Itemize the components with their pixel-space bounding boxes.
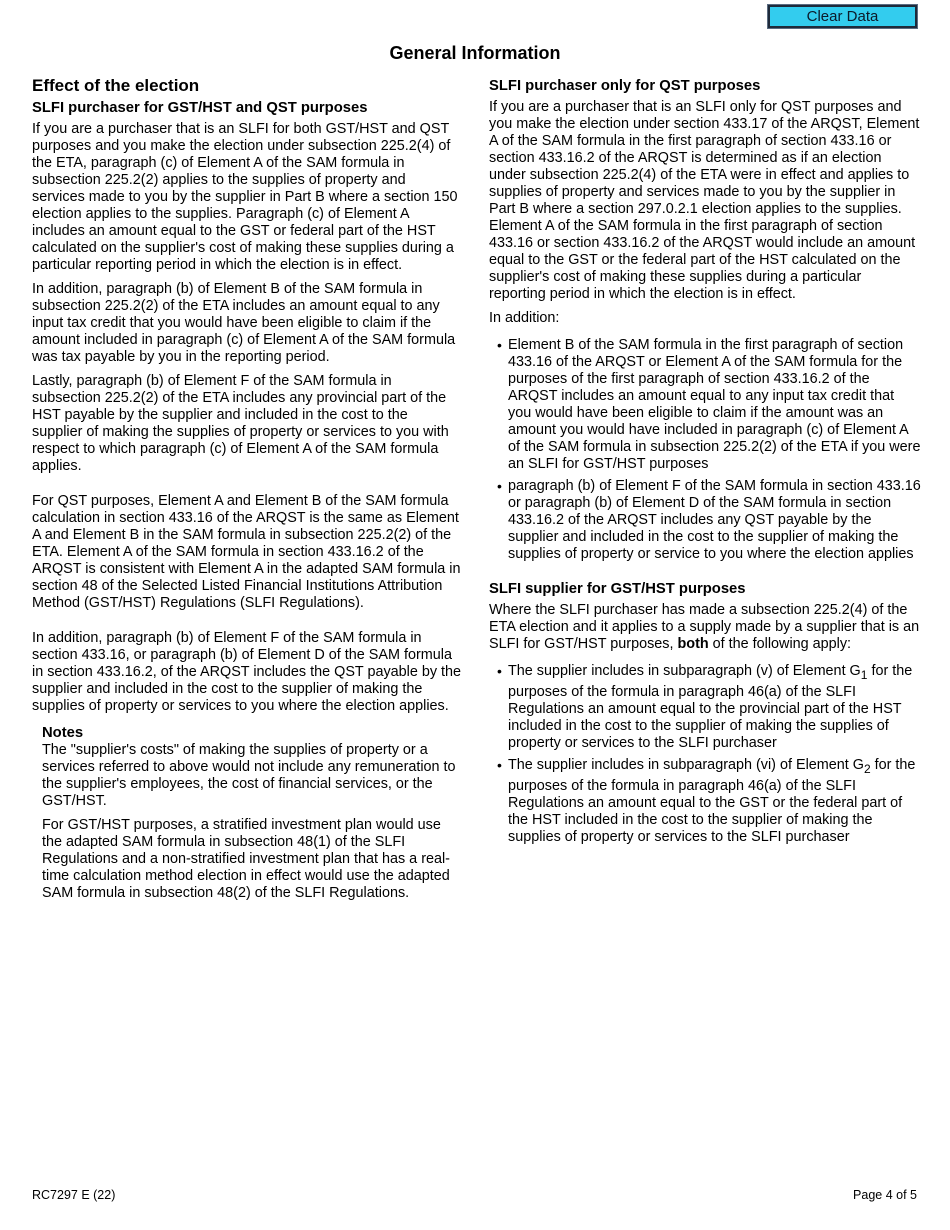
paragraph: Lastly, paragraph (b) of Element F of the SAM formula in subsection 225.2(2) of the ETA includes any provincial part of the HST payable by the supplier and included in the cost to the supplier of making the supplies of property or services to you with respect to which paragraph (c) of Element A of the SAM formula applies.: [32, 373, 449, 474]
list-item: • Element B of the SAM formula in the first paragraph of section 433.16 of the ARQST or Element A of the SAM formula for the purposes of the first paragraph of section 433.16.2 of the ARQST includes an amount equal to any input tax credit that you would have been eligible to claim if the amount was an amount you would have included in paragraph (c) of Element A of the SAM formula in subsection 225.2(2) of the ETA if you were an SLFI for GST/HST purposes: [497, 337, 921, 472]
note-paragraph: The "supplier's costs" of making the supplies of property or a services referred to above would not include any remuneration to the supplier's employees, the cost of financial services, or the GST/HST.: [42, 742, 456, 809]
notes-title: Notes: [42, 725, 84, 741]
bullet-icon: •: [497, 756, 502, 773]
list-item: • paragraph (b) of Element F of the SAM formula in section 433.16 or paragraph (b) of Element D of the SAM formula in section 433.16.2 of the ARQST includes any QST payable by the supplier and included in the cost to the supplier of making the supplies of property or service to you where the election applies: [497, 478, 921, 562]
paragraph: In addition, paragraph (b) of Element F of the SAM formula in section 433.16, or paragraph (b) of Element D of the SAM formula in section 433.16.2, of the ARQST includes the QST payable by the supplier and included in the cost to the supplier of making the supplies of property or services to you where the election applies.: [32, 630, 462, 714]
bullet-list: [497, 663, 921, 846]
page-title: General Information: [389, 43, 561, 63]
form-code: RC7297 E (22): [32, 1188, 116, 1202]
paragraph: If you are a purchaser that is an SLFI only for QST purposes and you make the election under section 433.17 of the ARQST, Element A of the SAM formula in the first paragraph of section 433.16 or section 433.16.2 of the ARQST is determined as if an election under subsection 225.2(4) of the ETA were in effect and applies to supplies of property and services made to you by the supplier in Part B where a section 297.0.2.1 election applies to the supplies. Element A of the SAM formula in the first paragraph of section 433.16 or section 433.16.2 of the ARQST would include an amount equal to the GST or the federal part of the HST calculated on the supplier's cost of making these supplies during a particular reporting period in which the election is in effect.: [489, 99, 920, 302]
paragraph: For QST purposes, Element A and Element B of the SAM formula calculation in section 433.16 of the ARQST is the same as Element A and Element B in the SAM formula in subsection 225.2(2) of the ETA. Element A of the SAM formula in section 433.16.2 of the ARQST is consistent with Element A in the adapted SAM formula in section 48 of the Selected Listed Financial Institutions Attribution Method (GST/HST) Regulations (SLFI Regulations).: [32, 493, 461, 611]
effect-heading: Effect of the election: [32, 76, 200, 95]
bullet-icon: •: [497, 478, 502, 494]
bullet-icon: •: [497, 337, 502, 353]
gst-supplier-heading: SLFI supplier for GST/HST purposes: [489, 581, 746, 597]
note-paragraph: For GST/HST purposes, a stratified investment plan would use the adapted SAM formula in subsection 48(1) of the SLFI Regulations and a non-stratified investment plan that has a real-time calculation method election in effect would use the adapted SAM formula in subsection 48(2) of the SLFI Regulations.: [42, 817, 450, 901]
paragraph: If you are a purchaser that is an SLFI for both GST/HST and QST purposes and you make the election under subsection 225.2(4) of the ETA, paragraph (c) of Element A of the SAM formula in subsection 225.2(2) applies to the supplies of property and services made to you by the supplier in Part B where a section 150 election applies to the supplies. Paragraph (c) of Element A includes an amount equal to the GST or federal part of the HST calculated on the supplier's cost of making these supplies during a particular reporting period in which the election is in effect.: [32, 121, 458, 273]
clear-data-button[interactable]: Clear Data: [768, 5, 917, 28]
list-item: • The supplier includes in subparagraph (v) of Element $G_1$ for the purposes of the formula in paragraph 46(a) of the SLFI Regulations an amount equal to the provincial part of the HST included in the cost to the supplier of making the supplies of property or services to the SLFI purchaser: [497, 663, 913, 751]
paragraph: In addition, paragraph (b) of Element B of the SAM formula in subsection 225.2(2) of the ETA includes an amount equal to any input tax credit that you would have been eligible to claim if the amount included in paragraph (c) of Element A of the SAM formula was tax payable by you in the reporting period.: [32, 281, 456, 365]
right-column: [489, 77, 921, 851]
left-column: [32, 76, 462, 909]
paragraph: In addition:: [489, 310, 560, 326]
page-number: Page 4 of 5: [853, 1188, 917, 1202]
list-item: • The supplier includes in subparagraph (vi) of Element $G_2$ for the purposes of the formula in paragraph 46(a) of the SLFI Regulations an amount equal to the GST or the federal part of the HST included in the cost to the supplier of making the supplies of property or services to the SLFI purchaser: [497, 756, 916, 845]
bullet-list: [497, 337, 921, 563]
bullet-icon: •: [497, 663, 502, 679]
qst-only-heading: SLFI purchaser only for QST purposes: [489, 78, 761, 94]
paragraph: Where the SLFI purchaser has made a subsection 225.2(4) of the ETA election and it applies to a supply made by a supplier that is an SLFI for GST/HST purposes, both of the following apply:: [489, 602, 920, 652]
notes-section: [32, 725, 462, 902]
gst-qst-purchaser-heading: SLFI purchaser for GST/HST and QST purposes: [32, 100, 368, 116]
